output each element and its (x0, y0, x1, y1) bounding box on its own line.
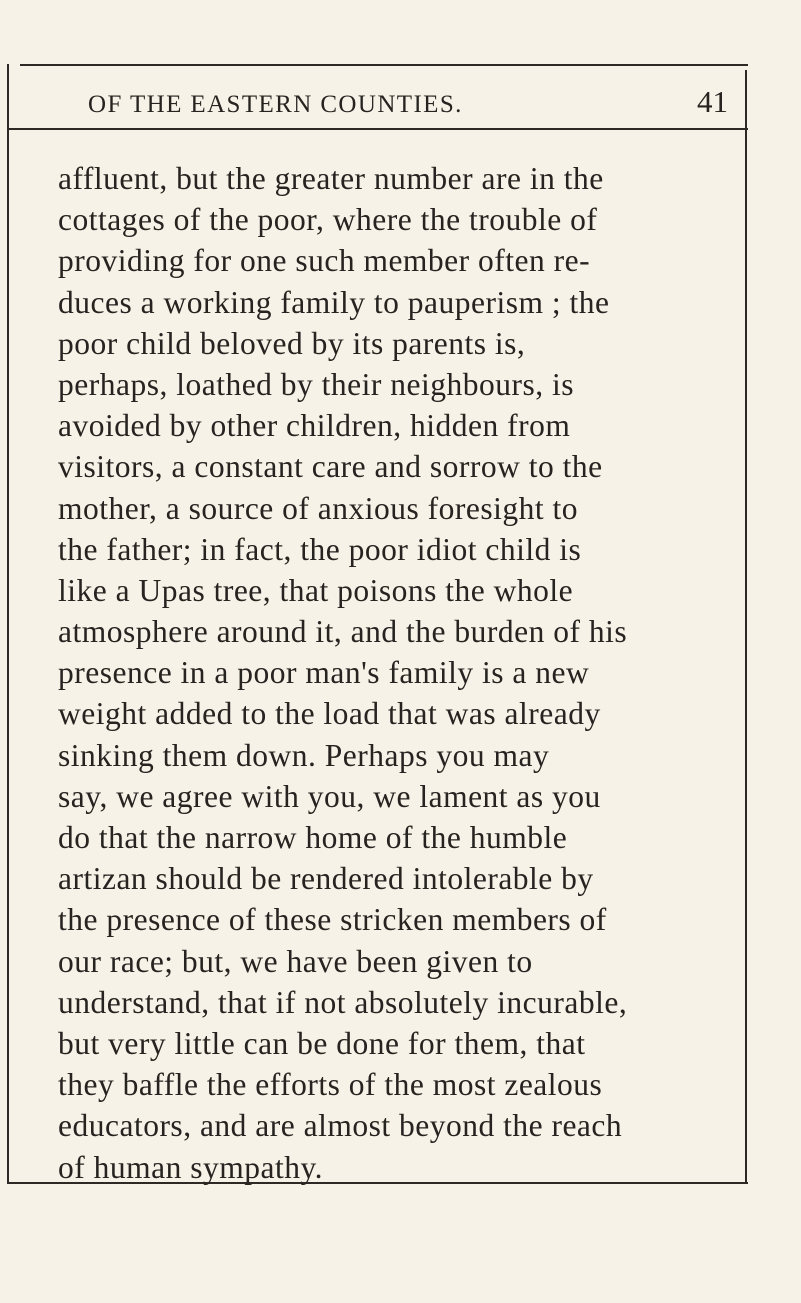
text-line: educators, and are almost beyond the reach (58, 1108, 623, 1144)
text-line: affluent, but the greater number are in the (58, 161, 604, 196)
text-line: cottages of the poor, where the trouble of (58, 202, 598, 238)
text-line: of human sympathy. (58, 1149, 324, 1185)
text-line: duces a working family to pauperism ; the (58, 284, 610, 320)
text-line: avoided by other children, hidden from (58, 408, 571, 444)
text-line: providing for one such member often re- (58, 243, 591, 279)
text-line: do that the narrow home of the humble (58, 820, 568, 855)
text-line: the father; in fact, the poor idiot child is (58, 531, 582, 567)
text-line: say, we agree with you, we lament as you (58, 778, 601, 814)
text-line: atmosphere around it, and the burden of his (58, 614, 628, 650)
running-head-title: OF THE EASTERN COUNTIES. (88, 91, 463, 118)
text-line: but very little can be done for them, that (58, 1025, 586, 1061)
top-rule (20, 64, 748, 66)
text-line: like a Upas tree, that poisons the whole (58, 572, 574, 608)
text-line: sinking them down. Perhaps you may (58, 737, 550, 773)
page-number: 41 (697, 84, 728, 119)
text-line: understand, that if not absolutely incurable, (58, 984, 628, 1020)
text-line: perhaps, loathed by their neighbours, is (58, 366, 575, 402)
header-rule (8, 128, 748, 130)
text-line: weight added to the load that was already (58, 696, 601, 732)
text-line: poor child beloved by its parents is, (58, 325, 526, 361)
text-line: the presence of these stricken members of (58, 902, 607, 938)
text-line: mother, a source of anxious foresight to (58, 490, 578, 526)
text-line: our race; but, we have been given to (58, 943, 533, 979)
text-line: visitors, a constant care and sorrow to the (58, 449, 603, 485)
page-border-left (7, 64, 9, 1184)
body-text (58, 158, 758, 1188)
text-line: presence in a poor man's family is a new (58, 655, 590, 691)
running-head (88, 84, 728, 124)
text-line: artizan should be rendered intolerable by (58, 861, 594, 897)
text-line: they baffle the efforts of the most zealous (58, 1067, 603, 1103)
